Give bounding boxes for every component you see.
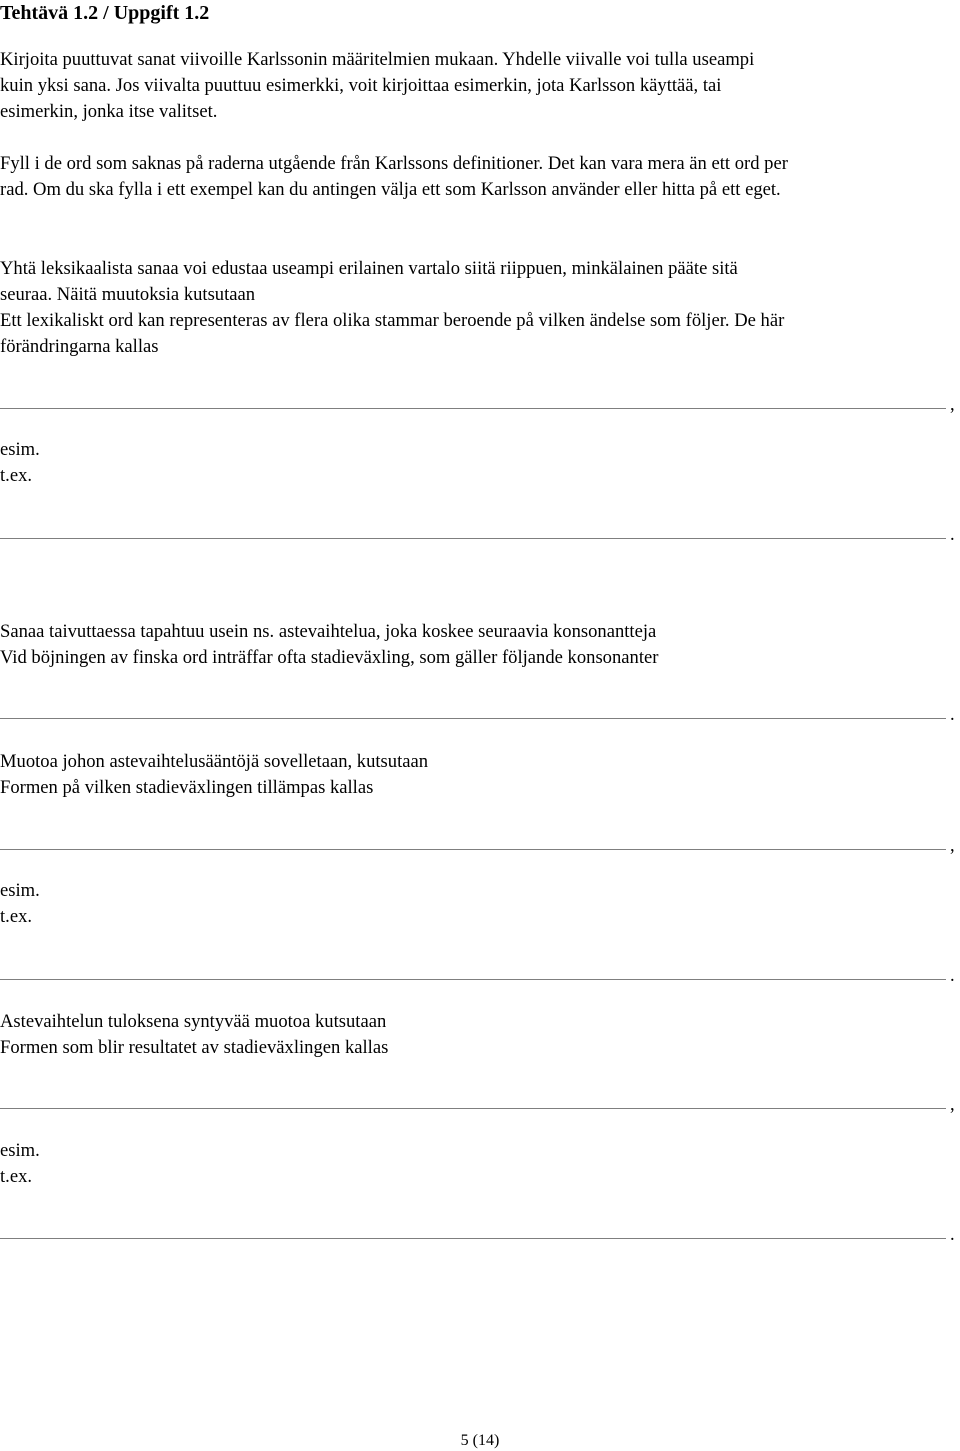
blank-end-period: . — [950, 1224, 955, 1245]
section2-line-1: Sanaa taivuttaessa tapahtuu usein ns. astevaihtelua, joka koskee seuraavia konsonantteja — [0, 621, 657, 642]
answer-blank-example[interactable] — [0, 1238, 946, 1239]
intro-sv-line-2: rad. Om du ska fylla i ett exempel kan du antingen välja ett som Karlsson använder eller hitta på ett eget. — [0, 179, 781, 200]
section1-line-1: Yhtä leksikaalista sanaa voi edustaa useampi erilainen vartalo siitä riippuen, minkälainen pääte sitä — [0, 258, 738, 279]
blank-end-period: . — [950, 704, 955, 725]
example-label-fi: esim. — [0, 1140, 40, 1161]
example-label-sv: t.ex. — [0, 465, 33, 486]
intro-fi-line-2: kuin yksi sana. Jos viivalta puuttuu esimerkki, voit kirjoittaa esimerkin, jota Karlsson käyttää, tai — [0, 75, 722, 96]
blank-end-period: . — [950, 524, 955, 545]
intro-fi-line-1: Kirjoita puuttuvat sanat viivoille Karlssonin määritelmien mukaan. Yhdelle viivalle voi tulla useampi — [0, 49, 755, 70]
section4-line-1: Astevaihtelun tuloksena syntyvää muotoa kutsutaan — [0, 1011, 387, 1032]
section1-line-2: seuraa. Näitä muutoksia kutsutaan — [0, 284, 256, 305]
example-label-sv: t.ex. — [0, 906, 33, 927]
section3-line-2: Formen på vilken stadieväxlingen tillämpas kallas — [0, 777, 374, 798]
intro-fi-line-3: esimerkin, jonka itse valitset. — [0, 101, 218, 122]
answer-blank-consonants[interactable] — [0, 718, 946, 719]
section2-line-2: Vid böjningen av finska ord inträffar ofta stadieväxling, som gäller följande konsonanter — [0, 647, 659, 668]
page-title: Tehtävä 1.2 / Uppgift 1.2 — [0, 2, 210, 24]
answer-blank-base-form[interactable] — [0, 849, 946, 850]
blank-end-comma: , — [950, 835, 955, 856]
section1-line-3: Ett lexikaliskt ord kan representeras av flera olika stammar beroende på vilken ändelse som följer. De här — [0, 310, 785, 331]
example-label-sv: t.ex. — [0, 1166, 33, 1187]
blank-end-period: . — [950, 965, 955, 986]
answer-blank-changes[interactable] — [0, 408, 946, 409]
blank-end-comma: , — [950, 1094, 955, 1115]
section4-line-2: Formen som blir resultatet av stadieväxlingen kallas — [0, 1037, 389, 1058]
answer-blank-example[interactable] — [0, 538, 946, 539]
section3-line-1: Muotoa johon astevaihtelusääntöjä sovelletaan, kutsutaan — [0, 751, 429, 772]
intro-sv-line-1: Fyll i de ord som saknas på raderna utgående från Karlssons definitioner. Det kan vara mera än ett ord per — [0, 153, 788, 174]
example-label-fi: esim. — [0, 439, 40, 460]
section1-line-4: förändringarna kallas — [0, 336, 159, 357]
answer-blank-example[interactable] — [0, 979, 946, 980]
page-number: 5 (14) — [460, 1432, 500, 1449]
blank-end-comma: , — [950, 394, 955, 415]
answer-blank-result-form[interactable] — [0, 1108, 946, 1109]
example-label-fi: esim. — [0, 880, 40, 901]
